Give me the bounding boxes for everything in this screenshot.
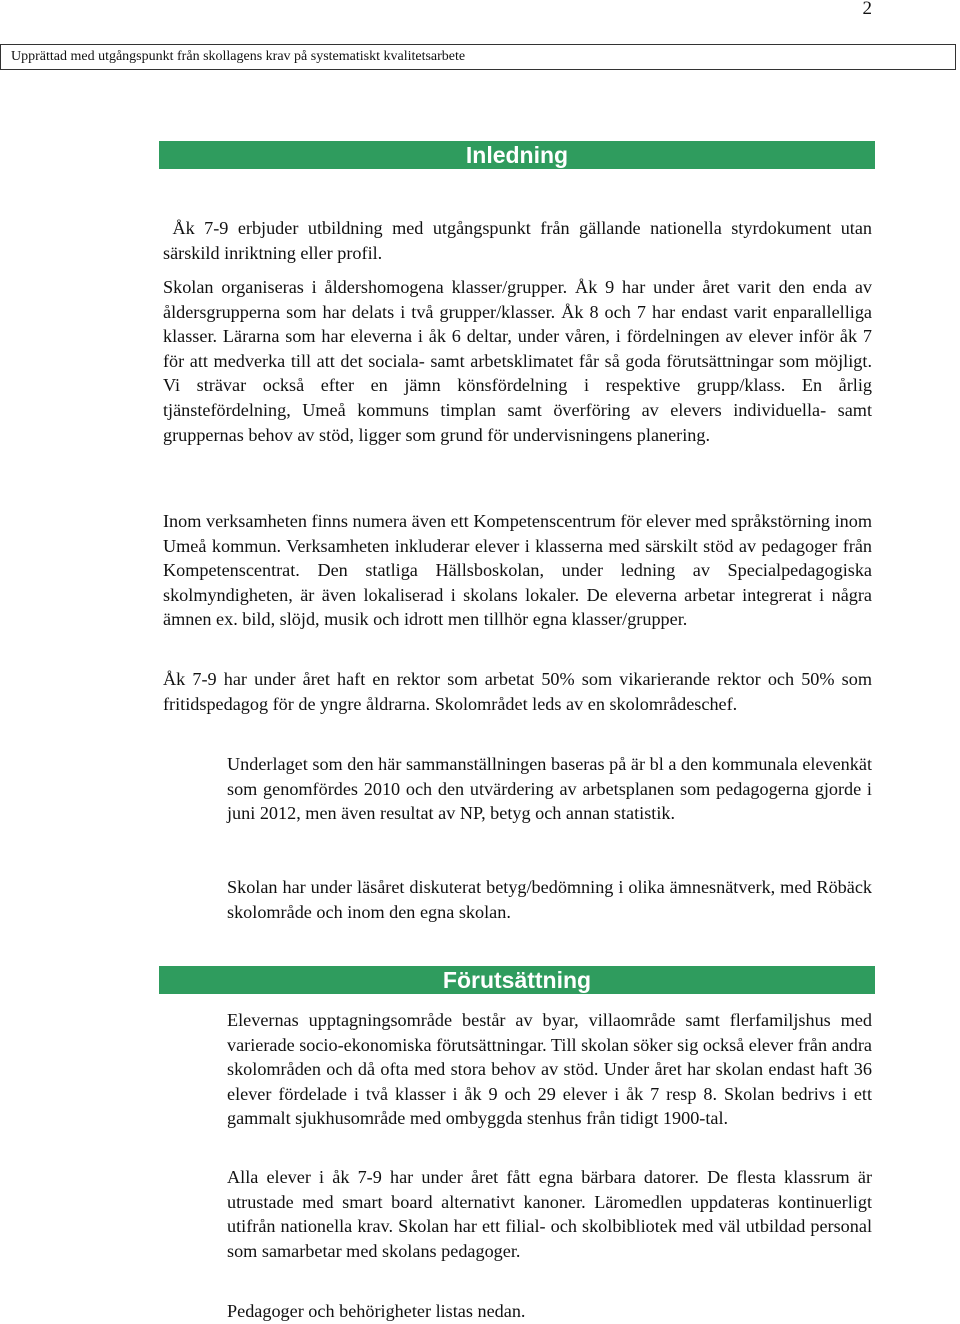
forutsattning-paragraph-2: Alla elever i åk 7-9 har under året fått egna bärbara datorer. De flesta klassrum är utrustade med smart board alternativt kanoner. Läromedlen uppdateras kontinuerligt utifrån nationella krav. Skolan har ett filial- och skolbibliotek med väl utbildad personal som samarbetar med skolans pedagoger.	[227, 1167, 872, 1261]
document-header	[0, 44, 956, 70]
inledning-paragraph-5: Underlaget som den här sammanställningen baseras på är bl a den kommunala elevenkät som genomfördes 2010 och den utvärdering av arbetsplanen som pedagogerna gjorde i juni 2012, men även resultat av NP, betyg och annan statistik.	[227, 754, 872, 824]
inledning-paragraph-4: Åk 7-9 har under året haft en rektor som arbetat 50% som vikarierande rektor och 50% som fritidspedagog för de yngre åldrarna. Skolområdet leds av en skolområdeschef.	[163, 669, 872, 714]
forutsattning-paragraph-3: Pedagoger och behörigheter listas nedan.	[227, 1301, 526, 1321]
inledning-paragraph-1: Åk 7-9 erbjuder utbildning med utgångspunkt från gällande nationella styrdokument utan särskild inriktning eller profil.	[163, 218, 877, 263]
header-text: Upprättad med utgångspunkt från skollagens krav på systematiskt kvalitetsarbete	[11, 49, 466, 64]
forutsattning-paragraph-1: Elevernas upptagningsområde består av byar, villaområde samt flerfamiljshus med varierade socio-ekonomiska förutsättningar. Till skolan söker sig också elever från andra skolområden och då ofta med stora behov av stöd. Under året har skolan endast haft 36 elever fördelade i två klasser i åk 9 och 29 elever i åk 7 resp 8. Skolan bedrivs i ett gammalt sjukhusområde med ombyggda stenhus från tidigt 1900-tal.	[227, 1010, 872, 1129]
inledning-paragraph-2: Skolan organiseras i åldershomogena klasser/grupper. Åk 9 har under året varit den enda av åldersgrupperna som har delats i två grupper/klasser. Åk 8 och 7 har endast varit enparallelliga klasser. Lärarna som har eleverna i åk 6 deltar, under våren, i fördelningen av elever inför åk 7 för att medverka till att det sociala- samt arbetsklimatet får så goda förutsättningar som möjligt. Vi strävar också efter en jämn könsfördelning i respektive grupp/klass. En årlig tjänstefördelning, Umeå kommuns timplan samt överföring av elevers individuella- samt gruppernas behov av stöd, ligger som grund för undervisningens planering.	[163, 277, 872, 445]
section-heading-forutsattning: Förutsättning	[159, 966, 875, 994]
inledning-paragraph-3: Inom verksamheten finns numera även ett Kompetenscentrum för elever med språkstörning inom Umeå kommun. Verksamheten inkluderar elever i klasserna med särskilt stöd av pedagoger från Kompetenscentrat. Den statliga Hällsboskolan, under ledning av Specialpedagogiska skolmyndigheten, är även lokaliserad i skolans lokaler. De eleverna arbetar integrerat i några ämnen ex. bild, slöjd, musik och idrott men tillhör egna klasser/grupper.	[163, 511, 872, 630]
inledning-paragraph-6: Skolan har under läsåret diskuterat betyg/bedömning i olika ämnesnätverk, med Röbäck skolområde och inom den egna skolan.	[227, 877, 872, 922]
page-number: 2	[862, 0, 872, 19]
section-heading-inledning: Inledning	[159, 141, 875, 169]
